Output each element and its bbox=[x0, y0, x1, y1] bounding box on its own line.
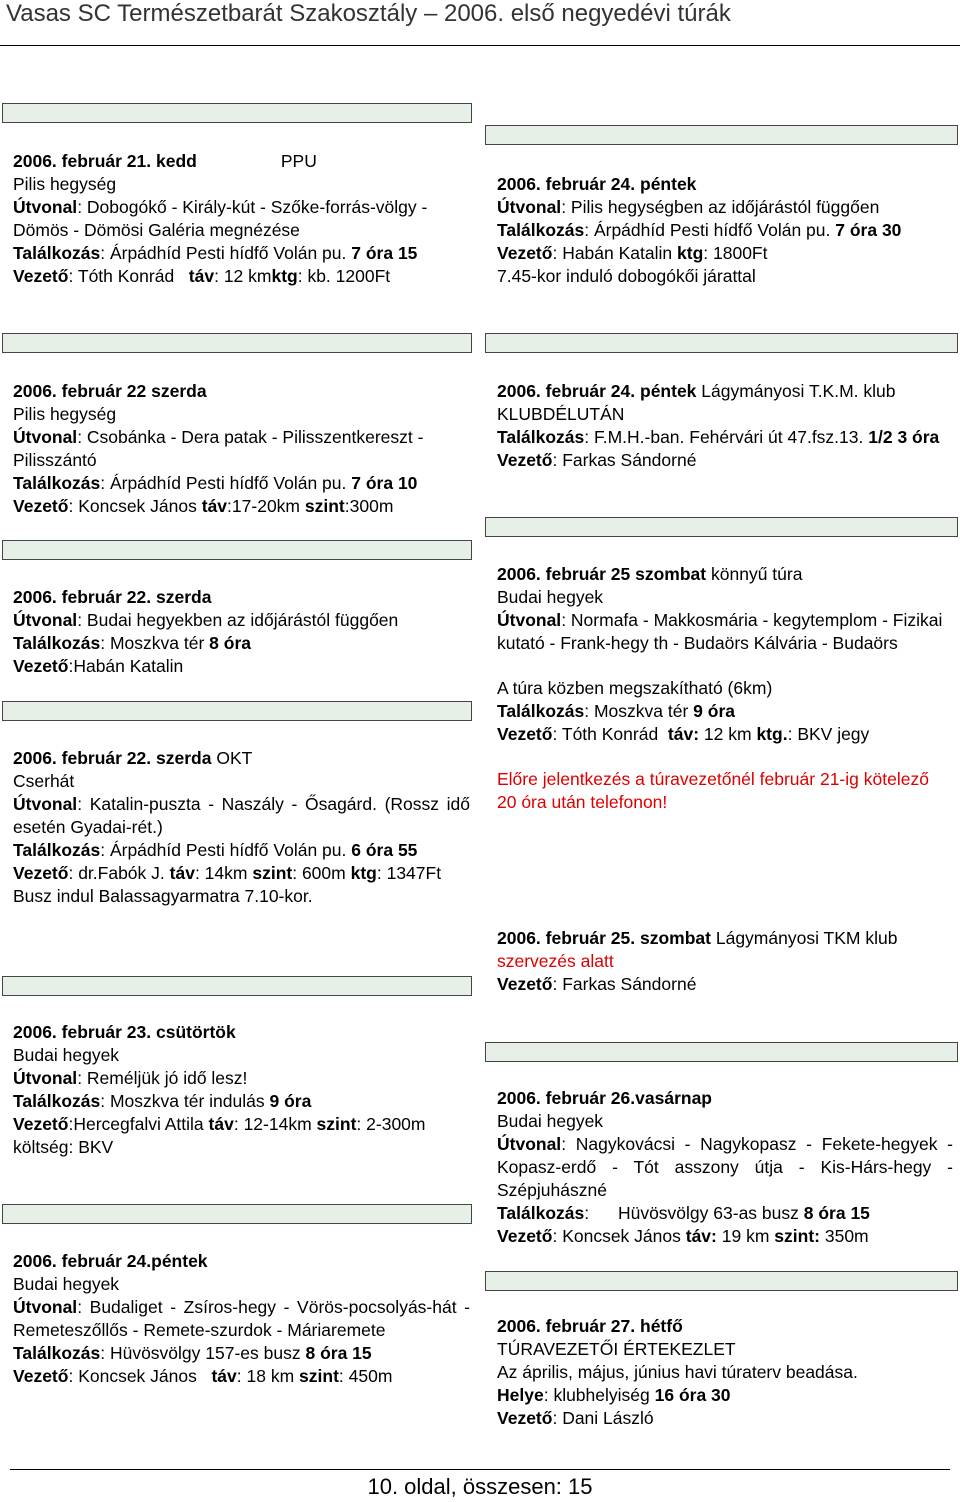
event-block: 2006. február 24. péntek Útvonal: Pilis hegységben az időjárástól függően Találkozás: Árpádhíd Pesti hídfő Volán pu. 7 óra 30 Vezető: Habán Katalin ktg: 1800Ft 7.45-kor induló dobogókői járattal bbox=[497, 174, 902, 286]
separator-bar bbox=[2, 103, 472, 123]
separator-bar bbox=[2, 701, 472, 721]
footer-divider bbox=[10, 1469, 950, 1470]
separator-bar bbox=[485, 125, 958, 145]
event-block: 2006. február 25. szombat Lágymányosi TKM klub szervezés alatt Vezető: Farkas Sándorné bbox=[497, 928, 898, 994]
event-block: 2006. február 22 szerda Pilis hegység Útvonal: Csobánka - Dera patak - Pilisszentkereszt - Pilisszántó Találkozás: Árpádhíd Pesti hídfő Volán pu. 7 óra 10 Vezető: Koncsek János táv:17-20km szint:300m bbox=[13, 381, 424, 516]
header-divider bbox=[0, 45, 960, 46]
event-block: 2006. február 23. csütörtök Budai hegyek Útvonal: Reméljük jó idő lesz! Találkozás: Moszkva tér indulás 9 óra Vezető:Hercegfalvi Attila táv: 12-14km szint: 2-300m költség: BKV bbox=[13, 1022, 426, 1157]
page-footer: 10. oldal, összesen: 15 bbox=[367, 1474, 593, 1499]
separator-bar bbox=[2, 333, 472, 353]
separator-bar bbox=[485, 517, 958, 537]
separator-bar bbox=[485, 1271, 958, 1291]
event-block: 2006. február 22. szerda Útvonal: Budai hegyekben az időjárástól függően Találkozás: Moszkva tér 8 óra Vezető:Habán Katalin bbox=[13, 587, 399, 676]
separator-bar bbox=[2, 1204, 472, 1224]
event-block: 2006. február 25 szombat könnyű túra Budai hegyek Útvonal: Normafa - Makkosmária - kegytemplom - Fizikai kutató - Frank-hegy th - Budaörs Kálvária - Budaörs A túra közben megszakítható (6km) Találkozás: Moszkva tér 9 óra Vezető: Tóth Konrád táv: 12 km ktg.: BKV jegy Előre jelentkezés a túravezetőnél február 21-ig kötelező 20 óra után telefonon! bbox=[497, 563, 953, 814]
event-block: 2006. február 27. hétfő TÚRAVEZETŐI ÉRTEKEZLET Az április, május, június havi túraterv beadása. Helye: klubhelyiség 16 óra 30 Vezető: Dani László bbox=[497, 1316, 858, 1428]
event-block: 2006. február 24. péntek Lágymányosi T.K.M. klub KLUBDÉLUTÁN Találkozás: F.M.H.-ban. Fehérvári út 47.fsz.13. 1/2 3 óra Vezető: Farkas Sándorné bbox=[497, 381, 940, 470]
event-block: 2006. február 26.vasárnap Budai hegyek Útvonal: Nagykovácsi - Nagykopasz - Fekete-hegyek - Kopasz-erdő - Tót asszony útja - Kis-Hárs-hegy - Szépjuhászné Találkozás: Hüvösvölgy 63-as busz 8 óra 15 Vezető: Koncsek János táv: 19 km szint: 350m bbox=[497, 1088, 953, 1246]
event-block: 2006. február 22. szerda OKT Cserhát Útvonal: Katalin-puszta - Naszály - Ősagárd. (Rossz idő esetén Gyadai-rét.) Találkozás: Árpádhíd Pesti hídfő Volán pu. 6 óra 55 Vezető: dr.Fabók J. táv: 14km szint: 600m ktg: 1347Ft Busz indul Balassagyarmatra 7.10-kor. bbox=[13, 748, 471, 906]
registration-warning: Előre jelentkezés a túravezetőnél február 21-ig kötelező bbox=[497, 769, 929, 789]
event-block: 2006. február 21. kedd PPU Pilis hegység Útvonal: Dobogókő - Király-kút - Szőke-forrás-völgy - Dömös - Dömösi Galéria megnézése Találkozás: Árpádhíd Pesti hídfő Volán pu. 7 óra 15 Vezető: Tóth Konrád táv: 12 kmktg: kb. 1200Ft bbox=[13, 151, 428, 286]
separator-bar bbox=[2, 976, 472, 996]
event-block: 2006. február 24.péntek Budai hegyek Útvonal: Budaliget - Zsíros-hegy - Vörös-pocsolyás-hát - Remeteszőllős - Remete-szurdok - Máriaremete Találkozás: Hüvösvölgy 157-es busz 8 óra 15 Vezető: Koncsek János táv: 18 km szint: 450m bbox=[13, 1251, 470, 1386]
separator-bar bbox=[485, 1042, 958, 1062]
page-title: Vasas SC Természetbarát Szakosztály – 2006. első negyedévi túrák bbox=[6, 0, 731, 27]
separator-bar bbox=[2, 540, 472, 560]
phone-note: 20 óra után telefonon! bbox=[497, 792, 668, 812]
separator-bar bbox=[485, 333, 958, 353]
